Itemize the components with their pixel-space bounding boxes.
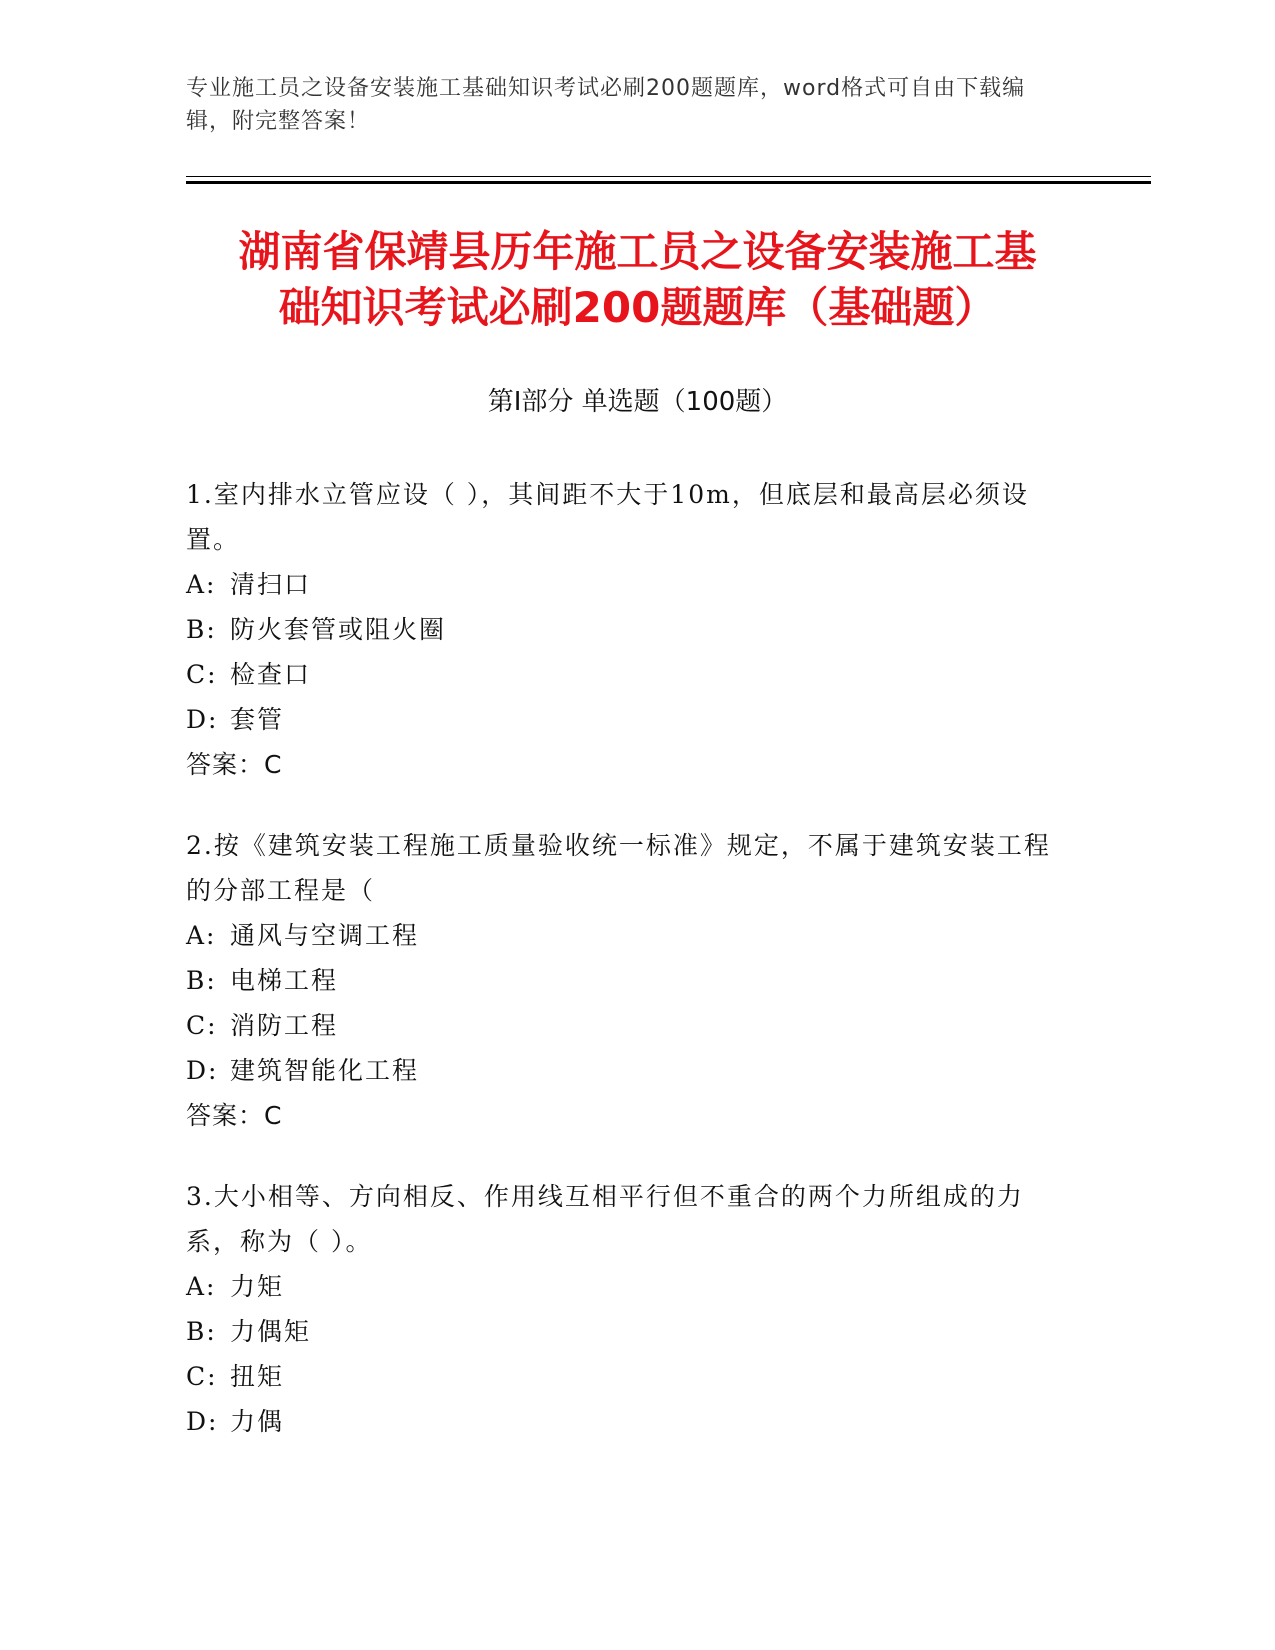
- option-text: 建筑智能化工程: [230, 1056, 420, 1085]
- question-1: [186, 472, 1066, 787]
- option-letter: C:: [186, 660, 218, 689]
- option-letter: B:: [186, 1317, 217, 1346]
- question-2: [186, 823, 1066, 1138]
- option-text: 套管: [230, 705, 285, 734]
- option-text: 消防工程: [230, 1011, 339, 1040]
- option-letter: A:: [186, 570, 217, 599]
- option-text: 通风与空调工程: [230, 921, 420, 950]
- answer-line: 答案：C: [186, 1101, 283, 1130]
- answer-line: 答案：C: [186, 750, 283, 779]
- option-letter: D:: [186, 1056, 219, 1085]
- document-title-line-1: 湖南省保靖县历年施工员之设备安装施工基: [238, 227, 1037, 276]
- question-stem: 3.大小相等、方向相反、作用线互相平行但不重合的两个力所组成的力系，称为（ ）。: [186, 1182, 1024, 1256]
- question-stem: 1.室内排水立管应设（ ），其间距不大于10m，但底层和最高层必须设置。: [186, 480, 1029, 554]
- option-b: [186, 958, 1066, 1003]
- option-a: [186, 913, 1066, 958]
- option-text: 检查口: [230, 660, 312, 689]
- option-text: 防火套管或阻火圈: [230, 615, 447, 644]
- option-text: 清扫口: [230, 570, 312, 599]
- option-letter: D:: [186, 705, 219, 734]
- option-b: [186, 607, 1066, 652]
- option-letter: C:: [186, 1011, 218, 1040]
- option-text: 电梯工程: [230, 966, 339, 995]
- option-a: [186, 562, 1066, 607]
- option-c: [186, 1003, 1066, 1048]
- option-d: [186, 1399, 1066, 1444]
- header-rule-thin: [186, 176, 1151, 177]
- option-letter: D:: [186, 1407, 219, 1436]
- option-letter: B:: [186, 966, 217, 995]
- question-3: [186, 1174, 1066, 1444]
- option-letter: B:: [186, 615, 217, 644]
- option-c: [186, 1354, 1066, 1399]
- question-stem: 2.按《建筑安装工程施工质量验收统一标准》规定，不属于建筑安装工程的分部工程是（: [186, 831, 1051, 905]
- option-d: [186, 1048, 1066, 1093]
- header-rule-thick: [186, 181, 1151, 184]
- document-title-line-2: 础知识考试必刷200题题库（基础题）: [278, 283, 997, 332]
- option-c: [186, 652, 1066, 697]
- option-d: [186, 697, 1066, 742]
- option-letter: A:: [186, 921, 217, 950]
- question-list: [186, 472, 1066, 1480]
- option-text: 力矩: [230, 1272, 285, 1301]
- option-letter: C:: [186, 1362, 218, 1391]
- header-note: 专业施工员之设备安装施工基础知识考试必刷200题题库，word格式可自由下载编辑，附完整答案！: [186, 76, 1026, 134]
- option-text: 力偶: [230, 1407, 285, 1436]
- option-text: 力偶矩: [230, 1317, 312, 1346]
- document-title: [160, 224, 1115, 336]
- option-b: [186, 1309, 1066, 1354]
- option-letter: A:: [186, 1272, 217, 1301]
- option-a: [186, 1264, 1066, 1309]
- section-title: 第Ⅰ部分 单选题（100题）: [487, 387, 788, 417]
- option-text: 扭矩: [230, 1362, 285, 1391]
